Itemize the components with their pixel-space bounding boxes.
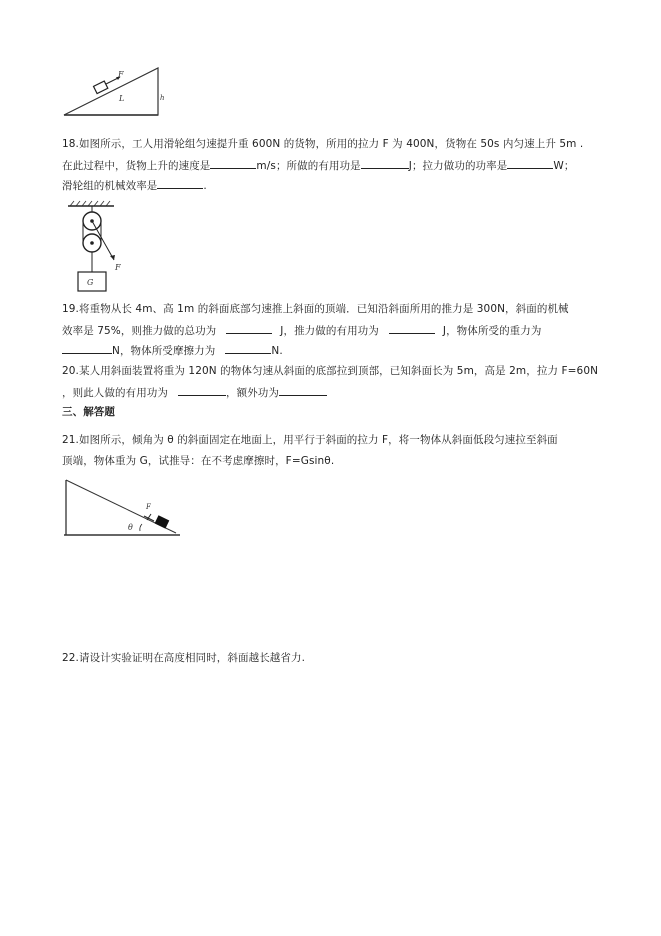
incline-figure-top xyxy=(62,60,172,120)
weight-label-g: G xyxy=(87,278,94,287)
q19-blank-gravity[interactable] xyxy=(62,343,112,354)
angle-label-theta: θ xyxy=(128,523,133,532)
q19-blank-useful-work[interactable] xyxy=(389,323,435,334)
q18-line2 xyxy=(62,158,574,173)
q21-force-label: F xyxy=(146,503,151,511)
q20-text-a: ，则此人做的有用功为 xyxy=(62,387,168,399)
height-label-h: h xyxy=(160,94,165,102)
section-title: 三、解答题 xyxy=(62,406,115,418)
q19-blank-total-work[interactable] xyxy=(226,323,272,334)
q20-line2 xyxy=(62,385,327,400)
q19-text-d: N，物体所受摩擦力为 xyxy=(112,345,216,357)
q19-text-c: J，物体所受的重力为 xyxy=(442,325,542,337)
length-label-l: L xyxy=(119,94,125,103)
q18-line3 xyxy=(62,178,207,193)
q19-text-a: 效率是 75%，则推力做的总功为 xyxy=(62,325,217,337)
pulley-force-label: F xyxy=(115,263,121,272)
q18-text-d: W； xyxy=(553,160,575,172)
q19-text-b: J，推力做的有用功为 xyxy=(280,325,379,337)
incline-figure-q21 xyxy=(62,476,182,538)
q19-text-e: N. xyxy=(271,345,283,357)
q21-line1: 21.如图所示，倾角为 θ 的斜面固定在地面上，用平行于斜面的拉力 F，将一物体从斜面低段匀速拉至斜面 xyxy=(62,434,558,446)
q20-blank-extra-work[interactable] xyxy=(279,385,327,396)
q18-blank-speed[interactable] xyxy=(210,158,256,169)
q20-blank-useful-work[interactable] xyxy=(178,385,226,396)
q18-line1: 18.如图所示，工人用滑轮组匀速提升重 600N 的货物，所用的拉力 F 为 400N，货物在 50s 内匀速上升 5m . xyxy=(62,138,584,150)
q18-text-f: . xyxy=(203,180,207,192)
force-label-f: F xyxy=(118,70,124,79)
pulley-figure xyxy=(62,200,132,295)
q20-line1: 20.某人用斜面装置将重为 120N 的物体匀速从斜面的底部拉到顶部，已知斜面长为 5m，高是 2m，拉力 F=60N xyxy=(62,365,599,377)
q18-blank-useful-work[interactable] xyxy=(361,158,409,169)
q21-line2: 顶端，物体重为 G，试推导：在不考虑摩擦时，F=Gsinθ. xyxy=(62,455,335,467)
q18-text-c: J；拉力做功的功率是 xyxy=(408,160,508,172)
q18-blank-efficiency[interactable] xyxy=(157,178,203,189)
q20-text-b: ，额外功为 xyxy=(226,387,279,399)
q18-text-e: 滑轮组的机械效率是 xyxy=(62,180,158,192)
q19-line2 xyxy=(62,323,542,338)
q18-blank-power[interactable] xyxy=(507,158,553,169)
q18-text-b: m/s；所做的有用功是 xyxy=(256,160,361,172)
q19-line1: 19.将重物从长 4m、高 1m 的斜面底部匀速推上斜面的顶端．已知沿斜面所用的推力是 300N，斜面的机械 xyxy=(62,303,569,315)
q19-line3 xyxy=(62,343,283,358)
q18-text-a: 在此过程中，货物上升的速度是 xyxy=(62,160,211,172)
q22-line1: 22.请设计实验证明在高度相同时，斜面越长越省力. xyxy=(62,652,306,664)
q19-blank-friction[interactable] xyxy=(225,343,271,354)
